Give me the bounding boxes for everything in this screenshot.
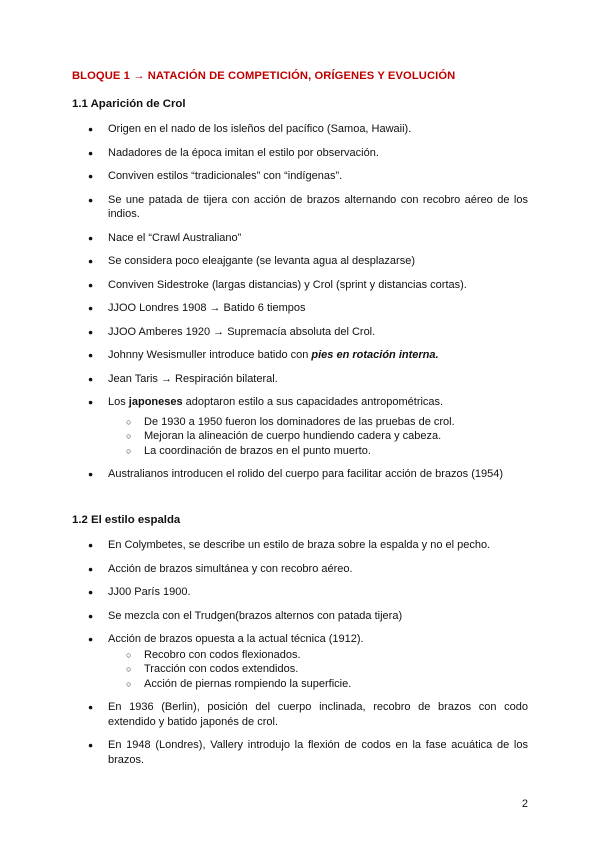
list-item: ● Conviven estilos “tradicionales” con “indígenas”. — [72, 169, 528, 184]
list-item: ● Se une patada de tijera con acción de brazos alternando con recobro aéreo de los indios. — [72, 193, 528, 222]
list-item-japoneses — [72, 395, 528, 458]
bloque-title: BLOQUE 1 → NATACIÓN DE COMPETICIÓN, ORÍGENES Y EVOLUCIÓN — [72, 70, 456, 82]
list-item-johnny — [72, 348, 528, 363]
list-item: ● JJOO Londres 1908 → Batido 6 tiempos — [72, 301, 528, 316]
johnny-text: Johnny Wesismuller introduce batido con — [108, 349, 312, 361]
accion-text: Acción de brazos opuesta a la actual técnica (1912). — [108, 633, 364, 645]
johnny-emphasis: pies en rotación interna. — [311, 349, 439, 361]
section-title-estilo-espalda: 1.2 El estilo espalda — [72, 514, 181, 526]
accion-sublist — [108, 648, 528, 692]
list-item: ● Se considera poco eleajgante (se levanta agua al desplazarse) — [72, 254, 528, 269]
japoneses-bold: japoneses — [128, 396, 183, 408]
sub-list-item: ○ Recobro con codos flexionados. — [108, 648, 528, 663]
sub-list-item: ○ De 1930 a 1950 fueron los dominadores de las pruebas de crol. — [108, 415, 528, 430]
list-item: ● En 1936 (Berlin), posición del cuerpo inclinada, recobro de brazos con codo extendido y batido japonés de crol. — [72, 700, 528, 729]
list-item: ● Nace el “Crawl Australiano” — [72, 231, 528, 246]
japoneses-sublist — [108, 415, 528, 459]
list-item: ● Australianos introducen el rolido del cuerpo para facilitar acción de brazos (1954) — [72, 467, 528, 482]
sub-list-item: ○ La coordinación de brazos en el punto muerto. — [108, 444, 528, 459]
sub-list-item: ○ Acción de piernas rompiendo la superficie. — [108, 677, 528, 692]
list-item: ● Origen en el nado de los isleños del pacífico (Samoa, Hawaii). — [72, 122, 528, 137]
list-item: ● En 1948 (Londres), Vallery introdujo la flexión de codos en la fase acuática de los brazos. — [72, 738, 528, 767]
section2-list — [72, 538, 528, 767]
list-item: ● Acción de brazos simultánea y con recobro aéreo. — [72, 562, 528, 577]
sub-list-item: ○ Tracción con codos extendidos. — [108, 662, 528, 677]
list-item: ● Conviven Sidestroke (largas distancias) y Crol (sprint y distancias cortas). — [72, 278, 528, 293]
list-item: ● En Colymbetes, se describe un estilo de braza sobre la espalda y no el pecho. — [72, 538, 528, 553]
list-item: ● Nadadores de la época imitan el estilo por observación. — [72, 146, 528, 161]
list-item: ● Jean Taris → Respiración bilateral. — [72, 372, 528, 387]
japoneses-suffix: adoptaron estilo a sus capacidades antropométricas. — [182, 396, 444, 408]
section1-list — [72, 122, 528, 482]
list-item-accion-brazos — [72, 632, 528, 691]
japoneses-prefix: Los — [108, 396, 129, 408]
list-item: ● Se mezcla con el Trudgen(brazos alternos con patada tijera) — [72, 609, 528, 624]
list-item: ● JJOO Amberes 1920 → Supremacía absoluta del Crol. — [72, 325, 528, 340]
page-number: 2 — [521, 798, 528, 810]
sub-list-item: ○ Mejoran la alineación de cuerpo hundiendo cadera y cabeza. — [108, 429, 528, 444]
section-title-aparicion-crol: 1.1 Aparición de Crol — [72, 98, 186, 110]
list-item: ● JJ00 París 1900. — [72, 585, 528, 600]
